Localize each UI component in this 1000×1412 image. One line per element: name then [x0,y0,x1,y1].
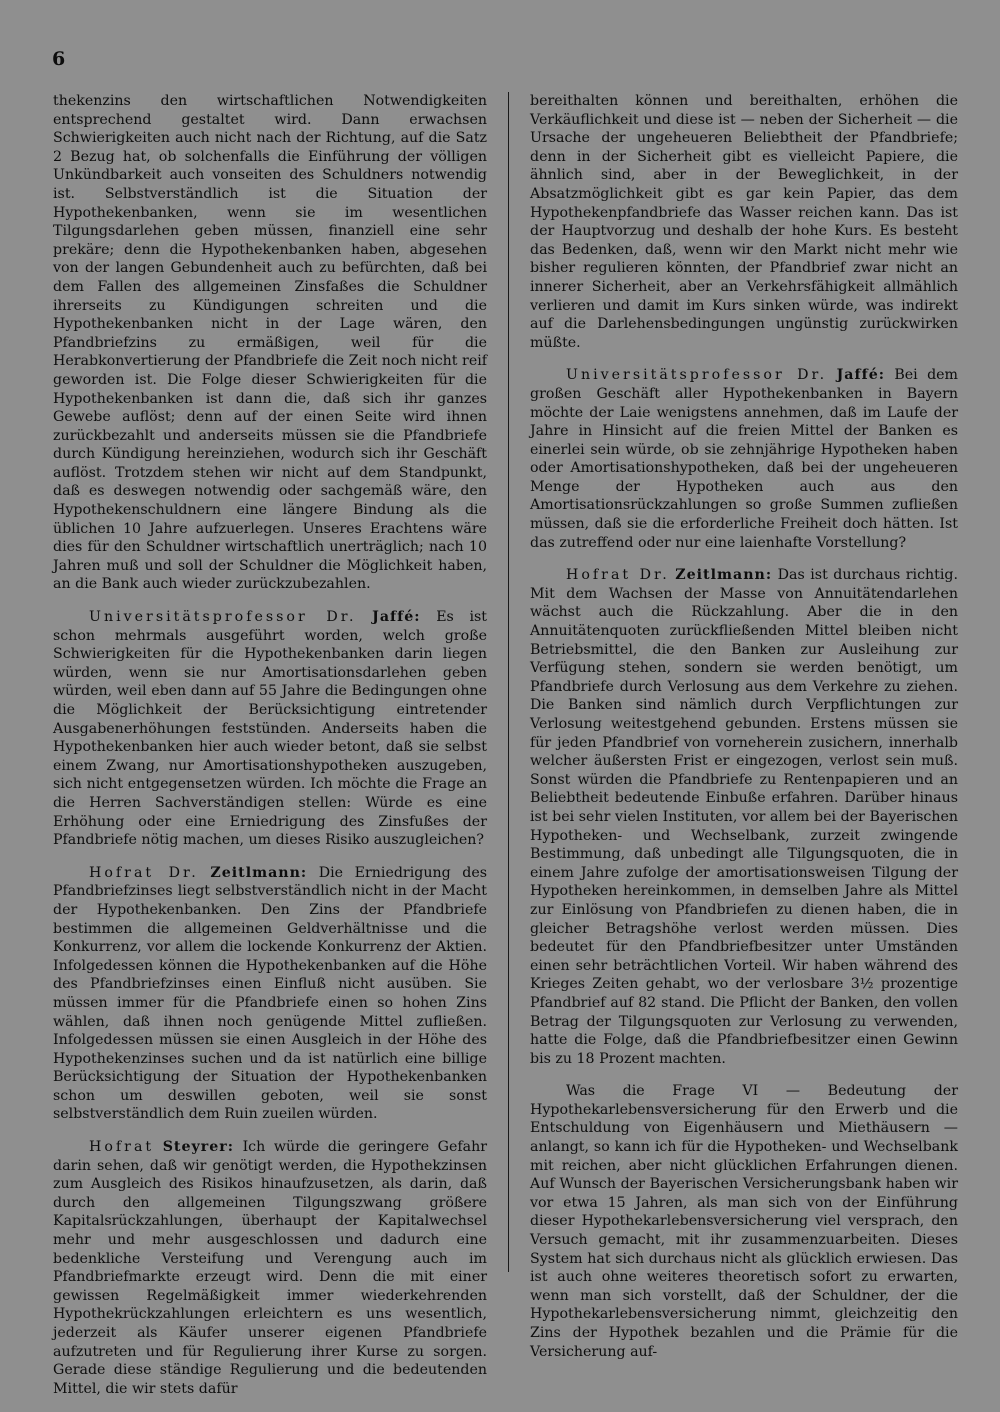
paragraph [530,1082,958,1361]
speaker-name: Jaffé: [372,609,421,626]
left-column [53,92,487,1412]
speaker-role: Hofrat Dr. [89,864,199,881]
paragraph-text: Was die Frage VI — Bedeutung der Hypothekarlebensversicherung für den Erwerb und die Entschuldung von Eigenhäusern und Miethäusern — anlangt, so kann ich für die Hypotheken- und Wechselbank mit reichen, aber nicht glücklichen Erfahrungen dienen. Auf Wunsch der Bayerischen Versicherungsbank haben wir vor etwa 15 Jahren, als man sich von der Einführung dieser Hypothekarlebensversicherung viel versprach, den Versuch gemacht, mit ihr zusammenzuarbeiten. Dieses System hat sich durchaus nicht als glücklich erwiesen. Das ist auch ohne weiteres theoretisch sofort zu erwarten, wenn man sich vorstellt, daß der Schuldner, der die Hypothekarlebensversicherung nimmt, gleichzeitig den Zins der Hypothek bezahlen und die Prämie für die Versicherung auf- [530,1083,958,1360]
speaker-role: Universitätsprofessor Dr. [566,367,828,384]
paragraph-text: Ich würde die geringere Gefahr darin sehen, daß wir genötigt werden, die Hypothekzinsen zum Ausgleich des Risikos hinaufzusetzen, als darin, daß durch den allgemeinen Tilgungszwang größere Kapitalsrückzahlungen, überhaupt der Kapitalwechsel mehr und mehr ausgeschlossen und dadurch eine bedenkliche Versteifung und Verengung auch im Pfandbriefmarkte erzeugt wird. Denn die mit einer gewissen Regelmäßigkeit immer wiederkehrenden Hypothekrückzahlungen erleichtern es uns wesentlich, jederzeit als Käufer unserer eigenen Pfandbriefe aufzutreten und für Regulierung ihrer Kurse zu sorgen. Gerade diese ständige Regulierung und die bedeutenden Mittel, die wir stets dafür [53,1139,488,1397]
speech-paragraph [53,1138,487,1398]
paragraph [530,92,958,352]
paragraph-text: Bei dem großen Geschäft aller Hypothekenbanken in Bayern möchte der Laie wenigstens annehmen, daß im Laufe der Jahre in Hinsicht auf die freien Mittel der Banken es einerlei sein würde, ob sie zehnjährige Hypotheken haben oder Amortisationshypotheken, daß bei der ungeheueren Menge der Hypotheken auch aus den Amortisationsrückzahlungen so große Summen zufließen müssen, daß sie die erforderliche Freiheit doch hätten. Ist das zutreffend oder nur eine laienhafte Vorstellung? [530,367,958,551]
paragraph-text: Das ist durchaus richtig. Mit dem Wachsen der Masse von Annuitätendarlehen wächst auch die Rückzahlung. Aber die in den Annuitätenquoten zurückfließenden Mittel bleiben nicht Betriebsmittel, die den Banken zur Ausleihung zur Verfügung stehen, sondern sie werden benötigt, um Pfandbriefe durch Verlosung aus dem Verkehre zu ziehen. Die Banken sind nämlich durch Verpflichtungen zur Verlosung weitestgehend gebunden. Erstens müssen sie für jeden Pfandbrief von vorneherein zusichern, innerhalb welcher äußersten Frist er eingezogen, verlost sein muß. Sonst würden die Pfandbriefe zu Rentenpapieren und an Beliebtheit bedeutende Einbuße erfahren. Darüber hinaus ist bei sehr vielen Instituten, vor allem bei der Bayerischen Hypotheken- und Wechselbank, zurzeit zwingende Bestimmung, daß unbedingt alle Tilgungsquoten, die in einem Jahre zufolge der amortisationsweisen Tilgung der Hypotheken hereinkommen, in demselben Jahre als Mittel zur Einlösung von Pfandbriefen zu dienen haben, die in gleicher Betragshöhe verlost werden müssen. Dies bedeutet für den Pfandbriefbesitzer unter Umständen einen sehr beträchtlichen Vorteil. Wir haben während des Krieges Zeiten gehabt, wo der verlosbare 3½ prozentige Pfandbrief auf 82 stand. Die Pflicht der Banken, den vollen Betrag der Tilgungsquoten zur Verlosung zu verwenden, hatte die Folge, daß die Pfandbriefbesitzer einen Gewinn bis zu 18 Prozent machten. [530,567,959,1067]
paragraph-text: bereithalten können und bereithalten, erhöhen die Verkäuflichkeit und diese ist — neben der Sicherheit — die Ursache der ungeheueren Beliebtheit der Pfandbriefe; denn in der Sicherheit gibt es vielleicht Papiere, die ähnlich sind, aber in der Beweglichkeit, in der Absatzmöglichkeit gibt es gar kein Papier, das dem Hypothekenpfandbriefe das Wasser reichen kann. Das ist der Hauptvorzug und deshalb der hohe Kurs. Es besteht das Bedenken, daß, wenn wir den Markt nicht mehr wie bisher regulieren könnten, der Pfandbrief zwar nicht an innerer Sicherheit, aber an Verkehrsfähigkeit allmählich verlieren und damit im Kurs sinken würde, was indirekt auf die Darlehensbedingungen ungünstig zurückwirken müßte. [530,93,958,351]
speaker-name: Jaffé: [836,367,885,384]
paragraph-text: Die Erniedrigung des Pfandbriefzinses liegt selbstverständlich nicht in der Macht der Hypothekenbanken. Den Zins der Pfandbriefe bestimmen die allgemeinen Geldverhältnisse und die Konkurrenz, vor allem die lockende Konkurrenz der Aktien. Infolgedessen können die Hypothekenbanken auf die Höhe des Pfandbriefzinses einen Einfluß nicht ausüben. Sie müssen immer für die Pfandbriefe einen so hohen Zins wählen, daß ihnen noch genügende Mittel zufließen. Infolgedessen müssen sie einen Ausgleich in der Höhe des Hypothekenzinses suchen und da ist natürlich eine billige Berücksichtigung der Situation der Hypothekenbanken schon um deswillen geboten, weil sie sonst selbstverständlich dem Ruin zueilen würden. [53,864,488,1123]
speaker-name: Steyrer: [162,1139,234,1156]
right-column [530,92,958,1375]
speech-paragraph [530,566,958,1068]
paragraph [53,92,487,594]
speaker-name: Zeitlmann: [675,567,773,584]
speech-paragraph [53,864,487,1124]
speaker-role: Hofrat Dr. [566,567,670,584]
column-divider [508,92,509,1272]
speaker-role: Universitätsprofessor Dr. [89,609,357,626]
speaker-role: Hofrat [89,1139,155,1156]
speech-paragraph [53,608,487,850]
paragraph-text: Es ist schon mehrmals ausgeführt worden, welch große Schwierigkeiten für die Hypothekenbanken darin liegen würden, wenn sie nur Amortisationsdarlehen geben würden, weil eben dann auf 55 Jahre die Bedingungen ohne die Möglichkeit der Berücksichtigung eintretender Ausgabenerhöhungen feststünden. Anderseits haben die Hypothekenbanken hier auch wieder betont, daß sie selbst einem Zwang, nur Amortisationshypotheken auszugeben, sich nicht entgegensetzen würden. Ich möchte die Frage an die Herren Sachverständigen stellen: Würde es eine Erhöhung oder eine Erniedrigung des Zinsfußes der Pfandbriefe nötig machen, um dieses Risiko auszugleichen? [53,609,487,849]
speaker-name: Zeitlmann: [210,864,308,881]
paragraph-text: thekenzins den wirtschaftlichen Notwendigkeiten entsprechend gestaltet wird. Dann erwachsen Schwierigkeiten auch nicht nach der Richtung, auf die Satz 2 Bezug hat, ob solchenfalls die Einführung der völligen Unkündbarkeit auch vonseiten des Schuldners notwendig ist. Selbstverständlich ist die Situation der Hypothekenbanken, wenn sie im wesentlichen Tilgungsdarlehen geben müssen, finanziell eine sehr prekäre; denn die Hypothekenbanken haben, abgesehen von der langen Gebundenheit auch zu befürchten, daß bei dem Fallen des allgemeinen Zinsfaßes die Schuldner ihrerseits zu Kündigungen schreiten und die Hypothekenbanken nicht in der Lage wären, den Pfandbriefzins zu ermäßigen, weil für die Herabkonvertierung der Pfandbriefe die Zeit noch nicht reif geworden ist. Die Folge dieser Schwierigkeiten für die Hypothekenbanken ist dann die, daß sich ihr ganzes Gewebe auflöst; denn auf der einen Seite wird ihnen zurückbezahlt und anderseits müssen sie die Pfandbriefe durch Kündigung hereinziehen, wodurch sich ihr Geschäft auflöst. Trotzdem stehen wir nicht auf dem Standpunkt, daß es deswegen notwendig oder sachgemäß wäre, den Hypothekenschuldnern eine längere Bindung als die üblichen 10 Jahre aufzuerlegen. Unseres Erachtens wäre dies für den Schuldner wirtschaftlich unerträglich; nach 10 Jahren muß und soll der Schuldner die Möglichkeit haben, an die Bank auch wieder zurückzubezahlen. [53,93,487,593]
speech-paragraph [530,366,958,552]
page-number: 6 [52,48,66,70]
